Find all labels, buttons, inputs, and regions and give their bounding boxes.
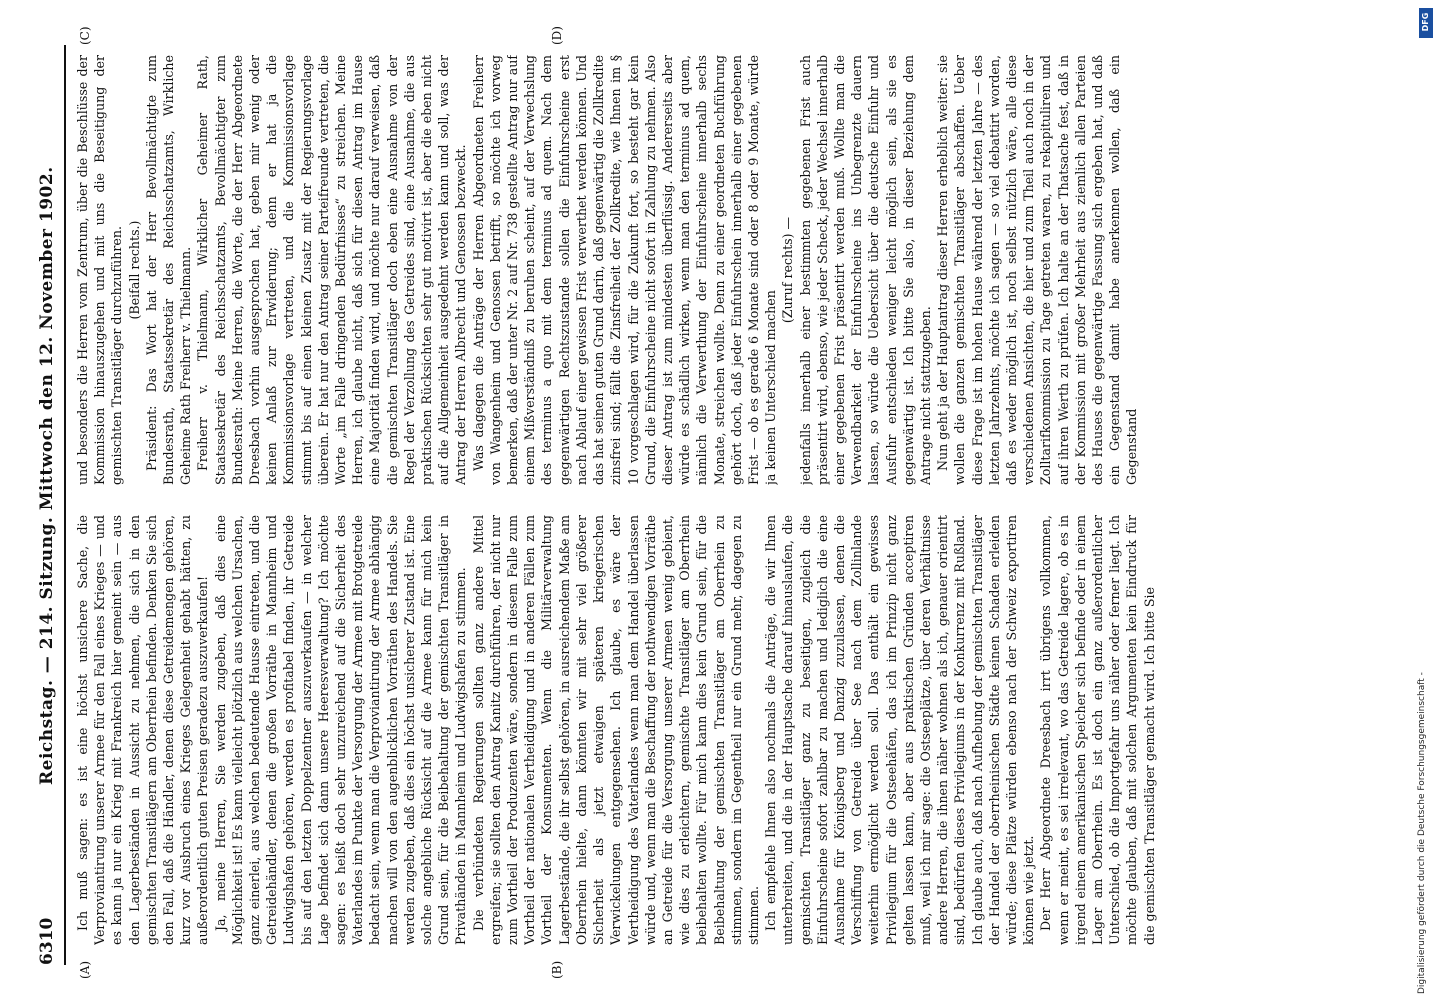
paragraph: Freiherr v. Thielmann, Wirklicher Geheimer Rath, Staatssekretär des Reichsschatzamts, Bevollmächtigter zum Bundesrath: Meine Herren, die Worte, die der Herr Abgeordnete Dreesbach vorhin ausgesprochen hat, geben mir wenig oder keinen Anlaß zur Erwiderung; denn er hat ja die Kommissionsvorlage vertreten, und die Kommissionsvorlage stimmt bis auf einen kleinen Zusatz mit der Regierungsvorlage überein. Er hat nur den Antrag seiner Parteifreunde vertreten, die Worte „im Falle dringenden Bedürfnisses“ zu streichen. Meine Herren, ich glaube nicht, daß sich für diesen Antrag im Hause eine Majorität finden wird, und möchte nur darauf verweisen, daß die gemischten Transitläger doch eben eine Ausnahme von der Regel der Verzollung des Getreides sind, eine Ausnahme, die aus praktischen Rücksichten sehr gut motivirt ist, aber die eben nicht auf die Allgemeinheit ausgedehnt werden kann und soll, was der Antrag der Herren Albrecht und Genossen bezweckt. — [195, 55, 469, 485]
margin-marker-a: (A) — [78, 960, 92, 979]
dfg-logo: DFG — [1419, 8, 1433, 38]
paragraph: Ich muß sagen: es ist eine höchst unsichere Sache, die Verproviantirung unserer Armee für den Fall eines Krieges — und es kann ja nur ein Krieg mit Frankreich hier gemeint sein — aus den Lagerbeständen in Aussicht zu nehmen, die sich in den gemischten Transitlägern am Oberrhein befinden. Denken Sie sich den Fall, daß die Händler, denen diese Getreidemengen gehören, kurz vor Ausbruch eines Krieges Gelegenheit gehabt hätten, zu außerordentlich guten Preisen geradezu auszuverkaufen! — [75, 515, 211, 945]
paragraph: Die verbündeten Regierungen sollten ganz andere Mittel ergreifen; sie sollten den Antrag Kanitz durchführen, der nicht nur zum Vortheil der Produzenten wäre, sondern in diesem Falle zum Vortheil der nationalen Vertheidigung und in anderen Fällen zum Vortheil der Konsumenten. Wenn die Militärverwaltung Lagerbestände, die ihr selbst gehören, in ausreichendem Maße am Oberrhein hielte, dann könnten wir mit sehr viel größerer Sicherheit als jetzt etwaigen späteren kriegerischen Verwickelungen entgegensehen. Ich glaube, es wäre der Vertheidigung des Vaterlandes wenn man dem Handel überlassen würde und, wenn man die Beschaffung der nothwendigen Vorräthe an Getreide für die Versorgung unserer Armeen wenig gebient, wie dies zu erleichtern, gemischte Transitläger am Oberrhein beibehalten wollte. Für mich kann dies kein Grund sein, für die Beibehaltung der gemischten Transitläger am Oberrhein zu stimmen, sondern im Gegentheil nur ein Grund mehr, dagegen zu stimmen. — [470, 515, 761, 945]
page-header — [30, 45, 64, 965]
left-text-column — [74, 515, 1360, 945]
margin-marker-c: (C) — [78, 26, 92, 45]
right-text-column — [74, 55, 1360, 485]
paragraph: Nun geht ja der Hauptantrag dieser Herren erheblich weiter: sie wollen die ganzen gemischten Transitläger abschaffen. Ueber diese Frage ist im hohen Hause während der letzten Jahre — des letzten Jahrzehnts, möchte ich sagen — so viel debattirt worden, daß es weder möglich ist, noch selbst nützlich wäre, alle diese verschiedenen Ansichten, die hier und zum Theil auch noch in der Zolltarifkommission zu Tage getreten waren, zu rekapituliren und auf ihren Werth zu prüfen. Ich halte an der Thatsache fest, daß in der Kommission mit großer Mehrheit aus ziemlich allen Parteien des Hauses die gegenwärtige Fassung sich ergeben hat, und daß ein Gegenstand damit habe anerkennen wollen, daß ein Gegenstand — [935, 55, 1140, 485]
margin-marker-d: (D) — [550, 26, 564, 45]
applause-note: (Beifall rechts.) — [126, 220, 142, 320]
paragraph: und besonders die Herren vom Zentrum, über die Beschlüsse der Kommission hinauszugehen und mit uns die Beseitigung der gemischten Transitläger durchzuführen. — [75, 55, 125, 485]
page-number: 6310 — [37, 917, 57, 965]
rotated-newspaper-page — [30, 25, 1370, 985]
paragraph: Präsident: Das Wort hat der Herr Bevollmächtigte zum Bundesrath, Staatssekretär des Reichsschatzamts, Wirkliche Geheime Rath Freiherr v. Thielmann. — [143, 55, 194, 485]
margin-marker-b: (B) — [550, 960, 564, 979]
paragraph: Was dagegen die Anträge der Herren Abgeordneten Freiherr von Wangenheim und Genossen betrifft, so möchte ich vorweg bemerken, daß der unter Nr. 2 auf Nr. 738 gestellte Antrag nur auf einem Mißverständniß zu beruhen scheint, auf der Verwechslung des terminus a quo mit dem terminus ad quem. Nach dem gegenwärtigen Rechtszustande sollen die Einfuhrscheine erst nach Ablauf einer gewissen Frist verwerthet werden können. Und das hat seinen guten Grund darin, daß gegenwärtig die Zollkredite zinsfrei sind; fällt die Zinsfreiheit der Zollkredite, wie Ihnen im § 10 vorgeschlagen wird, für die Zukunft fort, so besteht gar kein Grund, die Einfuhrscheine nicht sofort in Zahlung zu nehmen. Also dieser Antrag ist zum mindesten überflüssig. Andererseits aber würde es schädlich wirken, wenn man den terminus ad quem, nämlich die Verwerthung der Einfuhrscheine innerhalb sechs Monate, streichen wollte. Denn zu einer geordneten Buchführung gehört doch, daß jeder Einfuhrschein innerhalb einer gegebenen Frist — ob es gerade 6 Monate sind oder 8 oder 9 Monate, würde ja keinen Unterschied machen — [470, 55, 779, 485]
header-rule — [64, 45, 66, 965]
paragraph: Der Herr Abgeordnete Dreesbach irrt übrigens vollkommen, wenn er meint, es sei irrelevant, wo das Getreide lagere, ob es in irgend einem amerikanischen Speicher sich befinde oder in einem Lager am Oberrhein. Es ist doch ein ganz außerordentlicher Unterschied, ob die Importgefahr uns näher oder ferner liegt. Ich möchte glauben, daß mit solchen Argumenten kein Eindruck für die gemischten Transitläger gemacht wird. Ich bitte Sie — [1038, 515, 1157, 945]
interjection-note: (Zuruf rechts) — — [780, 216, 796, 324]
paragraph: Ich empfehle Ihnen also nochmals die Anträge, die wir Ihnen unterbreiten, und die in der Hauptsache darauf hinauslaufen, die gemischten Transitläger ganz zu beseitigen, zugleich die Einfuhrscheine sofort zahlbar zu machen und lediglich die eine Ausnahme für Königsberg und Danzig zuzulassen, denen die Verschiffung von Getreide über See nach dem Zollinlande weiterhin ermöglicht werden soll. Das enthält ein gewisses Privilegium für die Ostseehäfen, das ich im Prinzip nicht ganz gelten lassen kann, aber aus praktischen Gründen acceptiren muß, weil ich mir sage: die Ostseeplätze, über deren Verhältnisse andere Herren, die ihnen näher wohnen als ich, genauer orientirt sind, bedürfen dieses Privilegiums in der Konkurrenz mit Rußland. Ich glaube auch, daß nach Aufhebung der gemischten Transitläger der Handel der oberrheinischen Städte keinen Schaden erleiden würde; diese Plätze würden ebenso nach der Schweiz exportiren können wie jetzt. — [763, 515, 1037, 945]
running-title: Reichstag. — 214. Sitzung. Mittwoch den 12. November 1902. — [37, 166, 57, 785]
paragraph: jedenfalls innerhalb einer bestimmten gegebenen Frist auch präsentirt wird, ebenso, wie jeder Scheck, jeder Wechsel innerhalb einer gegebenen Frist präsentirt werden muß. Wollte man die Verwendbarkeit der Einfuhrscheine ins Unbegrenzte dauern lassen, so würde die Uebersicht über die deutsche Einfuhr und Ausfuhr entschieden weniger leicht möglich sein, als sie es gegenwärtig ist. Ich bitte Sie also, in dieser Beziehung dem Antrage nicht stattzugeben. — [797, 55, 933, 485]
paragraph: Ja, meine Herren, Sie werden zugeben, daß dies eine Möglichkeit ist! Es kann vielleicht plötzlich aus welchen Ursachen, ganz einerlei, aus welchen bedeutende Hausse eintreten, und die Getreidehändler, denen die großen Vorräthe in Mannheim und Ludwigshafen gehören, werden es profitabel finden, ihr Getreide bis auf den letzten Doppelzentner auszuverkaufen — in welcher Lage befindet sich dann unsere Heeresverwaltung? Ich möchte sagen: es heißt doch sehr unzureichend auf die Sicherheit des Vaterlandes im Punkte der Versorgung der Armee mit Brotgetreide bedacht sein, wenn man die Verproviantirung der Armee abhängig machen will von den augenblicklichen Vorräthen des Handels. Sie werden zugeben, daß dies ein höchst unsicherer Zustand ist. Eine solche angebliche Rücksicht auf die Armee kann für mich kein Grund sein, für die Beibehaltung der gemischten Transitläger in Privathänden in Mannheim und Ludwigshafen zu stimmen. — [212, 515, 469, 945]
digitization-credit: Digitalisierung gefördert durch die Deutsche Forschungsgemeinschaft - — [1417, 672, 1427, 994]
